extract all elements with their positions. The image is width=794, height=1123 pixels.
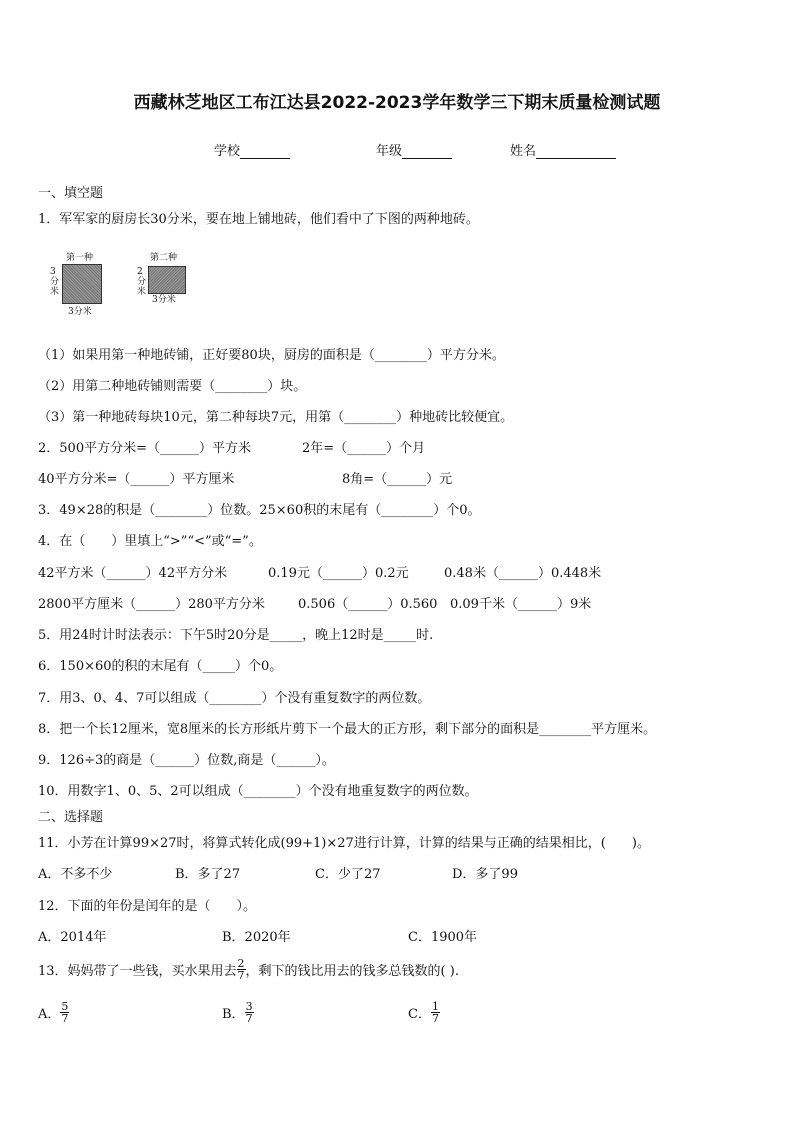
q13-option-c-label: C． [408, 1006, 431, 1022]
q13-fraction [237, 958, 246, 981]
question-2-c: 40平方分米=（______）平方厘米 [38, 472, 235, 487]
tile1-side-label: 3分米 [50, 267, 60, 297]
q13-option-b-label: B． [222, 1006, 245, 1022]
q13-option-b-num: 3 [245, 999, 253, 1013]
tile1-title: 第一种 [66, 253, 94, 263]
tile2-side-label: 2分米 [137, 267, 147, 297]
q11-option-d[interactable]: D．多了99 [452, 867, 518, 882]
question-6: 6．150×60的积的末尾有（_____）个0。 [38, 659, 283, 674]
q13-text-pre: 13．妈妈带了一些钱，买水果用去 [38, 963, 237, 979]
q13-option-c-fraction [431, 1001, 440, 1024]
q13-option-b[interactable] [222, 997, 254, 1027]
tile1-bottom-label: 3分米 [68, 307, 92, 317]
q13-option-a-label: A． [38, 1006, 61, 1022]
section-fill-blank: 一、填空题 [38, 186, 104, 201]
q13-fraction-num: 2 [237, 956, 245, 970]
question-2-a: 2．500平方分米=（______）平方米 [38, 441, 251, 456]
question-4-r2a: 2800平方厘米（______）280平方分米 [38, 597, 265, 612]
question-7: 7．用3、0、4、7可以组成（________）个没有重复数字的两位数。 [38, 691, 431, 706]
q13-option-c[interactable] [408, 997, 440, 1027]
q12-option-c[interactable]: C．1900年 [408, 930, 478, 945]
grade-label: 年级 [376, 144, 403, 159]
question-4-r2b: 0.506（______）0.560 [298, 597, 438, 612]
school-field [214, 140, 290, 159]
q12-option-b[interactable]: B．2020年 [222, 930, 291, 945]
question-4-r1b: 0.19元（______）0.2元 [268, 566, 409, 581]
q13-option-a[interactable] [38, 997, 69, 1027]
q11-option-c[interactable]: C．少了27 [315, 867, 381, 882]
q13-fraction-den: 7 [237, 968, 245, 982]
grade-field [376, 140, 452, 159]
question-1-1: （1）如果用第一种地砖铺，正好要80块，厨房的面积是（________）平方分米。 [38, 348, 505, 363]
name-field [510, 140, 616, 159]
school-label: 学校 [214, 144, 241, 159]
grade-blank[interactable] [402, 145, 452, 159]
q13-option-c-den: 7 [431, 1011, 439, 1025]
question-2-d: 8角=（______）元 [342, 472, 453, 487]
question-8: 8．把一个长12厘米，宽8厘米的长方形纸片剪下一个最大的正方形，剩下部分的面积是________平方厘米。 [38, 722, 657, 737]
q11-option-a[interactable]: A．不多不少 [38, 867, 113, 882]
question-13 [38, 955, 459, 983]
name-blank[interactable] [536, 145, 616, 159]
tile2-title: 第二种 [150, 253, 178, 263]
question-1: 1．军军家的厨房长30分米，要在地上铺地砖，他们看中了下图的两种地砖。 [38, 212, 479, 227]
q13-option-a-fraction [60, 1001, 69, 1024]
q13-option-a-num: 5 [61, 999, 69, 1013]
tile1 [62, 264, 102, 304]
question-12: 12．下面的年份是闰年的是（ ）。 [38, 899, 257, 914]
question-4-r1c: 0.48米（______）0.448米 [444, 566, 602, 581]
q13-option-b-den: 7 [245, 1011, 253, 1025]
q13-text-post: ，剩下的钱比用去的钱多总钱数的( ). [245, 963, 459, 979]
question-2-b: 2年=（______）个月 [302, 441, 426, 456]
question-9: 9．126÷3的商是（______）位数,商是（______）。 [38, 753, 335, 768]
question-1-3: （3）第一种地砖每块10元，第二种每块7元，用第（________）种地砖比较便宜。 [38, 410, 514, 425]
question-5: 5．用24时计时法表示：下午5时20分是_____，晚上12时是_____时. [38, 628, 434, 643]
question-4: 4．在（ ）里填上“>”“<”或“=”。 [38, 534, 262, 549]
question-4-r1a: 42平方米（______）42平方分米 [38, 566, 228, 581]
question-1-2: （2）用第二种地砖铺则需要（________）块。 [38, 379, 307, 394]
page-title: 西藏林芝地区工布江达县2022-2023学年数学三下期末质量检测试题 [133, 93, 661, 113]
question-11: 11．小芳在计算99×27时，将算式转化成(99+1)×27进行计算，计算的结果与正确的结果相比，( )。 [38, 836, 650, 851]
question-4-r2c: 0.09千米（______）9米 [450, 597, 592, 612]
q13-option-b-fraction [245, 1001, 254, 1024]
q13-option-c-num: 1 [431, 999, 439, 1013]
name-label: 姓名 [510, 144, 537, 159]
q12-option-a[interactable]: A．2014年 [38, 930, 107, 945]
tile2 [148, 266, 186, 294]
section-choice: 二、选择题 [38, 810, 104, 825]
question-10: 10．用数字1、0、5、2可以组成（________）个没有地重复数字的两位数。 [38, 784, 478, 799]
question-3: 3．49×28的积是（________）位数。25×60积的末尾有（________）个0。 [38, 503, 481, 518]
school-blank[interactable] [240, 145, 290, 159]
tile2-bottom-label: 3分米 [152, 295, 176, 305]
q13-option-a-den: 7 [61, 1011, 69, 1025]
q11-option-b[interactable]: B．多了27 [175, 867, 241, 882]
